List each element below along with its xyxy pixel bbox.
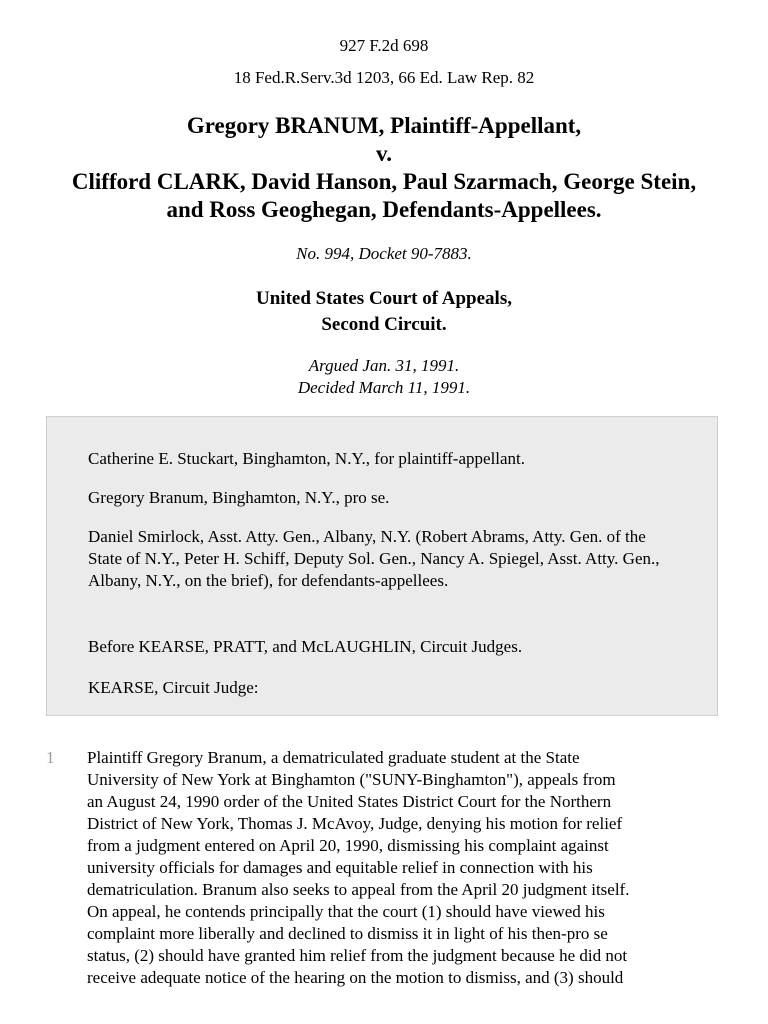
- counsel-pro-se: Gregory Branum, Binghamton, N.Y., pro se.: [88, 488, 390, 507]
- opinion-paragraph: [87, 747, 723, 989]
- counsel-plaintiff: Catherine E. Stuckart, Binghamton, N.Y., for plaintiff-appellant.: [88, 449, 526, 468]
- parallel-citations: 18 Fed.R.Serv.3d 1203, 66 Ed. Law Rep. 82: [233, 68, 535, 87]
- opinion-line: university officials for damages and equitable relief in connection with his: [87, 858, 593, 877]
- opinion-line: On appeal, he contends principally that the court (1) should have viewed his: [87, 902, 605, 921]
- court-name-line2: Second Circuit.: [321, 314, 447, 335]
- opinion-line: complaint more liberally and declined to dismiss it in light of his then-pro se: [87, 924, 608, 943]
- case-dates: [0, 355, 768, 399]
- caption-defendants: Clifford CLARK, David Hanson, Paul Szarmach, George Stein,: [71, 169, 697, 194]
- case-caption: [20, 112, 748, 224]
- counsel-defendants: Daniel Smirlock, Asst. Atty. Gen., Albany, N.Y. (Robert Abrams, Atty. Gen. of the State of N.Y., Peter H. Schiff, Deputy Sol. Gen., Nancy A. Spiegel, Asst. Atty. Gen., Albany, N.Y., on the brief), for defendants-appellees.: [88, 527, 660, 590]
- opinion-author: KEARSE, Circuit Judge:: [88, 678, 259, 697]
- court-name-line1: United States Court of Appeals,: [256, 288, 512, 309]
- docket-number: No. 994, Docket 90-7883.: [296, 244, 472, 263]
- caption-versus: v.: [376, 141, 392, 166]
- caption-defendants-cont: and Ross Geoghegan, Defendants-Appellees.: [166, 197, 602, 222]
- opinion-line: Plaintiff Gregory Branum, a dematriculated graduate student at the State: [87, 748, 580, 767]
- opinion-line: University of New York at Binghamton ("SUNY-Binghamton"), appeals from: [87, 770, 616, 789]
- opinion-line: receive adequate notice of the hearing on the motion to dismiss, and (3) should: [87, 968, 624, 987]
- paragraph-number: 1: [46, 748, 55, 767]
- opinion-line: an August 24, 1990 order of the United States District Court for the Northern: [87, 792, 612, 811]
- reporter-citation: 927 F.2d 698: [339, 36, 429, 55]
- caption-plaintiff: Gregory BRANUM, Plaintiff-Appellant,: [186, 113, 582, 138]
- opinion-line: status, (2) should have granted him relief from the judgment because he did not: [87, 946, 628, 965]
- counsel-panel: [46, 416, 718, 716]
- court-name: [0, 286, 768, 338]
- panel-judges: Before KEARSE, PRATT, and McLAUGHLIN, Circuit Judges.: [88, 637, 523, 656]
- opinion-line: dematriculation. Branum also seeks to appeal from the April 20 judgment itself.: [87, 880, 630, 899]
- opinion-line: District of New York, Thomas J. McAvoy, Judge, denying his motion for relief: [87, 814, 623, 833]
- opinion-line: from a judgment entered on April 20, 1990, dismissing his complaint against: [87, 836, 609, 855]
- argued-date: Argued Jan. 31, 1991.: [308, 356, 460, 375]
- decided-date: Decided March 11, 1991.: [297, 378, 471, 397]
